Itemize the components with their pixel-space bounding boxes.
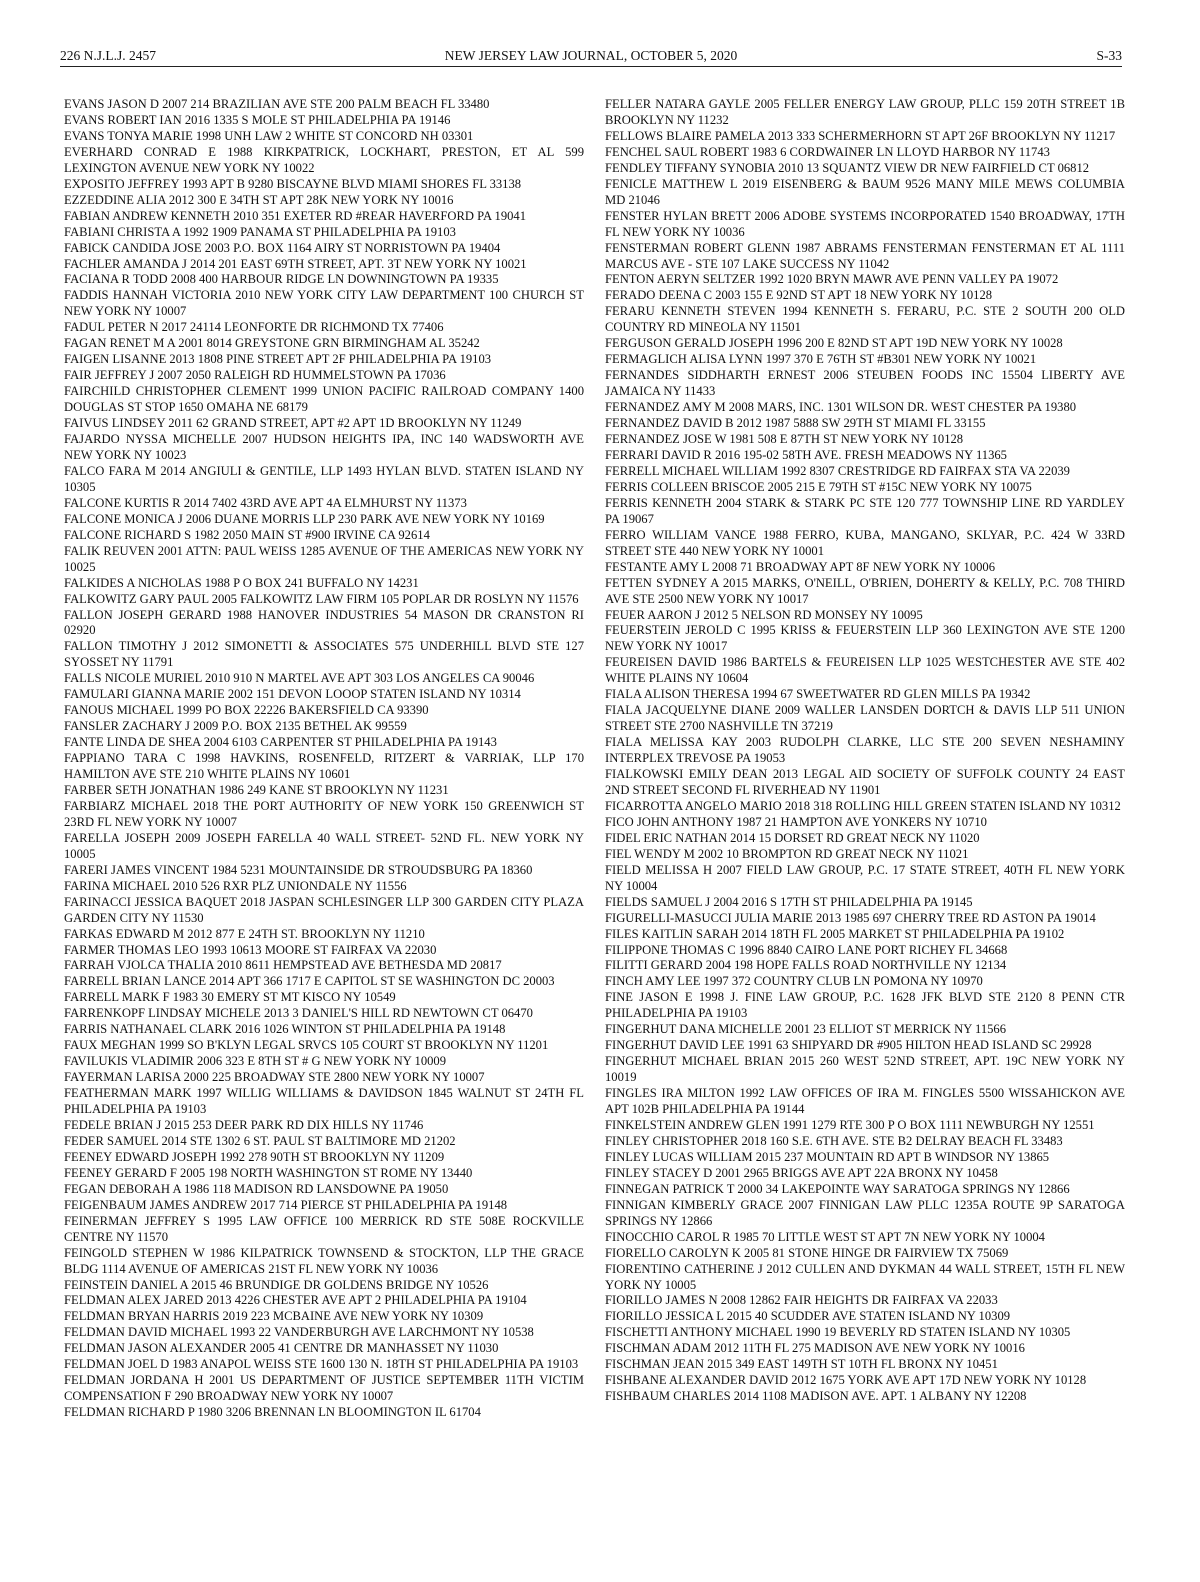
directory-entry: FERNANDEZ AMY M 2008 MARS, INC. 1301 WILSON DR. WEST CHESTER PA 19380: [605, 400, 1077, 415]
directory-entry: FELDMAN DAVID MICHAEL 1993 22 VANDERBURGH AVE LARCHMONT NY 10538: [64, 1325, 534, 1340]
page-citation: 226 N.J.L.J. 2457: [60, 48, 157, 63]
directory-entry: FINLEY LUCAS WILLIAM 2015 237 MOUNTAIN RD APT B WINDSOR NY 13865: [605, 1149, 1050, 1164]
directory-entry: FEDER SAMUEL 2014 STE 1302 6 ST. PAUL ST BALTIMORE MD 21202: [64, 1133, 456, 1148]
directory-entry: FARRAH VJOLCA THALIA 2010 8611 HEMPSTEAD AVE BETHESDA MD 20817: [64, 958, 502, 973]
directory-entry: FIORILLO JAMES N 2008 12862 FAIR HEIGHTS DR FAIRFAX VA 22033: [605, 1293, 998, 1308]
directory-entry: FERRIS COLLEEN BRISCOE 2005 215 E 79TH ST #15C NEW YORK NY 10075: [605, 479, 1032, 494]
directory-entry: FABICK CANDIDA JOSE 2003 P.O. BOX 1164 AIRY ST NORRISTOWN PA 19404: [64, 240, 501, 255]
directory-entry: FERRIS KENNETH 2004 STARK & STARK PC STE 120 777 TOWNSHIP LINE RD YARDLEY PA 19067: [605, 495, 1125, 526]
directory-entry: FELDMAN JORDANA H 2001 US DEPARTMENT OF JUSTICE SEPTEMBER 11TH VICTIM COMPENSATION F 290 BROADWAY NEW YORK NY 10007: [64, 1373, 584, 1404]
directory-entry: FARRIS NATHANAEL CLARK 2016 1026 WINTON ST PHILADELPHIA PA 19148: [64, 1022, 506, 1037]
directory-entry: FANOUS MICHAEL 1999 PO BOX 22226 BAKERSFIELD CA 93390: [64, 703, 429, 718]
directory-entry: FERRARI DAVID R 2016 195-02 58TH AVE. FRESH MEADOWS NY 11365: [605, 447, 1007, 462]
directory-entry: FILITTI GERARD 2004 198 HOPE FALLS ROAD NORTHVILLE NY 12134: [605, 958, 1007, 973]
directory-entry: FINOCCHIO CAROL R 1985 70 LITTLE WEST ST APT 7N NEW YORK NY 10004: [605, 1229, 1045, 1244]
directory-entry: FINGERHUT DANA MICHELLE 2001 23 ELLIOT ST MERRICK NY 11566: [605, 1022, 1007, 1037]
directory-entry: FIGURELLI-MASUCCI JULIA MARIE 2013 1985 697 CHERRY TREE RD ASTON PA 19014: [605, 910, 1096, 925]
directory-entry: FERGUSON GERALD JOSEPH 1996 200 E 82ND ST APT 19D NEW YORK NY 10028: [605, 336, 1063, 351]
directory-entry: FETTEN SYDNEY A 2015 MARKS, O'NEILL, O'BRIEN, DOHERTY & KELLY, P.C. 708 THIRD AVE STE 2500 NEW YORK NY 10017: [605, 575, 1125, 606]
directory-entry: EVANS TONYA MARIE 1998 UNH LAW 2 WHITE ST CONCORD NH 03301: [64, 128, 474, 143]
directory-entry: FAUX MEGHAN 1999 SO B'KLYN LEGAL SRVCS 105 COURT ST BROOKLYN NY 11201: [64, 1038, 549, 1053]
directory-entry: EZZEDDINE ALIA 2012 300 E 34TH ST APT 28K NEW YORK NY 10016: [64, 192, 454, 207]
directory-entry: FEDELE BRIAN J 2015 253 DEER PARK RD DIX HILLS NY 11746: [64, 1118, 424, 1132]
directory-entry: FILES KAITLIN SARAH 2014 18TH FL 2005 MARKET ST PHILADELPHIA PA 19102: [605, 926, 1065, 941]
directory-entry: FIORENTINO CATHERINE J 2012 CULLEN AND DYKMAN 44 WALL STREET, 15TH FL NEW YORK NY 10005: [605, 1261, 1125, 1292]
directory-entry: FACHLER AMANDA J 2014 201 EAST 69TH STREET, APT. 3T NEW YORK NY 10021: [64, 256, 527, 271]
directory-entry: EXPOSITO JEFFREY 1993 APT B 9280 BISCAYNE BLVD MIAMI SHORES FL 33138: [64, 176, 522, 191]
directory-entry: FALIK REUVEN 2001 ATTN: PAUL WEISS 1285 AVENUE OF THE AMERICAS NEW YORK NY 10025: [64, 543, 584, 574]
directory-entry: FELDMAN RICHARD P 1980 3206 BRENNAN LN BLOOMINGTON IL 61704: [64, 1405, 481, 1420]
directory-entry: FALCONE KURTIS R 2014 7402 43RD AVE APT 4A ELMHURST NY 11373: [64, 495, 467, 510]
directory-entry: FALKOWITZ GARY PAUL 2005 FALKOWITZ LAW FIRM 105 POPLAR DR ROSLYN NY 11576: [64, 591, 579, 606]
directory-entry: FIELDS SAMUEL J 2004 2016 S 17TH ST PHILADELPHIA PA 19145: [605, 894, 973, 909]
directory-entry: FARELLA JOSEPH 2009 JOSEPH FARELLA 40 WALL STREET- 52ND FL. NEW YORK NY 10005: [64, 830, 584, 861]
directory-entry: FARRELL MARK F 1983 30 EMERY ST MT KISCO NY 10549: [64, 990, 396, 1005]
directory-entry: FELDMAN BRYAN HARRIS 2019 223 MCBAINE AVE NEW YORK NY 10309: [64, 1309, 484, 1324]
directory-entry: FAIGEN LISANNE 2013 1808 PINE STREET APT 2F PHILADELPHIA PA 19103: [64, 352, 492, 367]
directory-entry: FALCONE RICHARD S 1982 2050 MAIN ST #900 IRVINE CA 92614: [64, 527, 430, 542]
directory-entry: FERMAGLICH ALISA LYNN 1997 370 E 76TH ST #B301 NEW YORK NY 10021: [605, 352, 1037, 367]
directory-entry: FINGERHUT DAVID LEE 1991 63 SHIPYARD DR #905 HILTON HEAD ISLAND SC 29928: [605, 1038, 1092, 1053]
directory-entry: FELLER NATARA GAYLE 2005 FELLER ENERGY LAW GROUP, PLLC 159 20TH STREET 1B BROOKLYN NY 11232: [605, 97, 1125, 127]
directory-entry: FAPPIANO TARA C 1998 HAVKINS, ROSENFELD, RITZERT & VARRIAK, LLP 170 HAMILTON AVE STE 210 WHITE PLAINS NY 10601: [64, 751, 584, 782]
directory-entry: FIORILLO JESSICA L 2015 40 SCUDDER AVE STATEN ISLAND NY 10309: [605, 1309, 1011, 1324]
right-column: [605, 97, 1125, 1405]
directory-entry: FIORELLO CAROLYN K 2005 81 STONE HINGE DR FAIRVIEW TX 75069: [605, 1245, 1009, 1260]
directory-entry: FENTON AERYN SELTZER 1992 1020 BRYN MAWR AVE PENN VALLEY PA 19072: [605, 272, 1059, 287]
directory-entry: FICARROTTA ANGELO MARIO 2018 318 ROLLING HILL GREEN STATEN ISLAND NY 10312: [605, 798, 1121, 813]
directory-entry: FERADO DEENA C 2003 155 E 92ND ST APT 18 NEW YORK NY 10128: [605, 288, 993, 303]
directory-entry: FEENEY GERARD F 2005 198 NORTH WASHINGTON ST ROME NY 13440: [64, 1165, 473, 1180]
directory-entry: FISCHETTI ANTHONY MICHAEL 1990 19 BEVERLY RD STATEN ISLAND NY 10305: [605, 1325, 1071, 1340]
directory-entry: FERRO WILLIAM VANCE 1988 FERRO, KUBA, MANGANO, SKLYAR, P.C. 424 W 33RD STREET STE 440 NEW YORK NY 10001: [605, 527, 1125, 558]
directory-entry: FISCHMAN JEAN 2015 349 EAST 149TH ST 10TH FL BRONX NY 10451: [605, 1357, 998, 1372]
directory-entry: FALKIDES A NICHOLAS 1988 P O BOX 241 BUFFALO NY 14231: [64, 575, 419, 590]
directory-entry: FEUREISEN DAVID 1986 BARTELS & FEUREISEN LLP 1025 WESTCHESTER AVE STE 402 WHITE PLAINS NY 10604: [605, 655, 1125, 686]
directory-entry: FEUER AARON J 2012 5 NELSON RD MONSEY NY 10095: [605, 607, 923, 622]
directory-entry: FAIR JEFFREY J 2007 2050 RALEIGH RD HUMMELSTOWN PA 17036: [64, 368, 446, 383]
directory-entry: FERARU KENNETH STEVEN 1994 KENNETH S. FERARU, P.C. STE 2 SOUTH 200 OLD COUNTRY RD MINEOLA NY 11501: [605, 304, 1125, 335]
directory-entry: FINGERHUT MICHAEL BRIAN 2015 260 WEST 52ND STREET, APT. 19C NEW YORK NY 10019: [605, 1054, 1125, 1085]
directory-entry: FISHBAUM CHARLES 2014 1108 MADISON AVE. APT. 1 ALBANY NY 12208: [605, 1389, 1027, 1404]
directory-entry: FALLS NICOLE MURIEL 2010 910 N MARTEL AVE APT 303 LOS ANGELES CA 90046: [64, 671, 535, 686]
directory-entry: FIEL WENDY M 2002 10 BROMPTON RD GREAT NECK NY 11021: [605, 846, 969, 861]
directory-entry: FARBIARZ MICHAEL 2018 THE PORT AUTHORITY OF NEW YORK 150 GREENWICH ST 23RD FL NEW YORK NY 10007: [64, 798, 584, 829]
directory-entry: FENICLE MATTHEW L 2019 EISENBERG & BAUM 9526 MANY MILE MEWS COLUMBIA MD 21046: [605, 176, 1125, 207]
directory-entry: FESTANTE AMY L 2008 71 BROADWAY APT 8F NEW YORK NY 10006: [605, 559, 996, 574]
directory-entry: EVERHARD CONRAD E 1988 KIRKPATRICK, LOCKHART, PRESTON, ET AL 599 LEXINGTON AVENUE NEW YORK NY 10022: [64, 144, 584, 175]
directory-entry: FANTE LINDA DE SHEA 2004 6103 CARPENTER ST PHILADELPHIA PA 19143: [64, 735, 497, 750]
directory-entry: FERNANDES SIDDHARTH ERNEST 2006 STEUBEN FOODS INC 15504 LIBERTY AVE JAMAICA NY 11433: [605, 368, 1125, 399]
directory-entry: FARBER SETH JONATHAN 1986 249 KANE ST BROOKLYN NY 11231: [64, 782, 449, 797]
directory-entry: FIALA ALISON THERESA 1994 67 SWEETWATER RD GLEN MILLS PA 19342: [605, 687, 1031, 702]
directory-entry: FALLON TIMOTHY J 2012 SIMONETTI & ASSOCIATES 575 UNDERHILL BLVD STE 127 SYOSSET NY 11791: [64, 639, 584, 670]
directory-entry: EVANS ROBERT IAN 2016 1335 S MOLE ST PHILADELPHIA PA 19146: [64, 112, 451, 127]
directory-entry: FERNANDEZ DAVID B 2012 1987 5888 SW 29TH ST MIAMI FL 33155: [605, 416, 986, 431]
directory-entry: FARRENKOPF LINDSAY MICHELE 2013 3 DANIEL'S HILL RD NEWTOWN CT 06470: [64, 1006, 533, 1021]
directory-entry: FINGLES IRA MILTON 1992 LAW OFFICES OF IRA M. FINGLES 5500 WISSAHICKON AVE APT 102B PHILADELPHIA PA 19144: [605, 1086, 1125, 1117]
directory-entry: FABIAN ANDREW KENNETH 2010 351 EXETER RD #REAR HAVERFORD PA 19041: [64, 208, 527, 223]
directory-entry: FIDEL ERIC NATHAN 2014 15 DORSET RD GREAT NECK NY 11020: [605, 830, 980, 845]
directory-entry: FINE JASON E 1998 J. FINE LAW GROUP, P.C. 1628 JFK BLVD STE 2120 8 PENN CTR PHILADELPHIA PA 19103: [605, 990, 1125, 1021]
page-number: S-33: [1096, 48, 1122, 63]
directory-entry: FANSLER ZACHARY J 2009 P.O. BOX 2135 BETHEL AK 99559: [64, 719, 407, 734]
directory-entry: FISCHMAN ADAM 2012 11TH FL 275 MADISON AVE NEW YORK NY 10016: [605, 1341, 1025, 1356]
directory-entry: FILIPPONE THOMAS C 1996 8840 CAIRO LANE PORT RICHEY FL 34668: [605, 942, 1008, 957]
page-header: [60, 44, 1122, 67]
directory-entry: FARKAS EDWARD M 2012 877 E 24TH ST. BROOKLYN NY 11210: [64, 926, 425, 941]
directory-entry: FALLON JOSEPH GERARD 1988 HANOVER INDUSTRIES 54 MASON DR CRANSTON RI 02920: [64, 607, 584, 638]
directory-entry: FAIRCHILD CHRISTOPHER CLEMENT 1999 UNION PACIFIC RAILROAD COMPANY 1400 DOUGLAS ST STOP 1650 OMAHA NE 68179: [64, 384, 584, 415]
directory-entry: FARMER THOMAS LEO 1993 10613 MOORE ST FAIRFAX VA 22030: [64, 942, 437, 957]
directory-entry: FINNIGAN KIMBERLY GRACE 2007 FINNIGAN LAW PLLC 1235A ROUTE 9P SARATOGA SPRINGS NY 12866: [605, 1197, 1125, 1228]
directory-entry: FIALA MELISSA KAY 2003 RUDOLPH CLARKE, LLC STE 200 SEVEN NESHAMINY INTERPLEX TREVOSE PA 19053: [605, 735, 1125, 766]
directory-entry: FISHBANE ALEXANDER DAVID 2012 1675 YORK AVE APT 17D NEW YORK NY 10128: [605, 1373, 1087, 1388]
directory-entry: FEGAN DEBORAH A 1986 118 MADISON RD LANSDOWNE PA 19050: [64, 1181, 449, 1196]
directory-entry: FAVILUKIS VLADIMIR 2006 323 E 8TH ST # G NEW YORK NY 10009: [64, 1054, 447, 1069]
directory-entry: FADDIS HANNAH VICTORIA 2010 NEW YORK CITY LAW DEPARTMENT 100 CHURCH ST NEW YORK NY 10007: [64, 288, 584, 319]
directory-entry: FEATHERMAN MARK 1997 WILLIG WILLIAMS & DAVIDSON 1845 WALNUT ST 24TH FL PHILADELPHIA PA 19103: [64, 1086, 584, 1117]
directory-entry: FAGAN RENET M A 2001 8014 GREYSTONE GRN BIRMINGHAM AL 35242: [64, 336, 480, 351]
directory-entry: FEENEY EDWARD JOSEPH 1992 278 90TH ST BROOKLYN NY 11209: [64, 1149, 445, 1164]
directory-entry: FINNEGAN PATRICK T 2000 34 LAKEPOINTE WAY SARATOGA SPRINGS NY 12866: [605, 1181, 1070, 1196]
directory-entry: FEINERMAN JEFFREY S 1995 LAW OFFICE 100 MERRICK RD STE 508E ROCKVILLE CENTRE NY 11570: [64, 1213, 584, 1244]
publication-title: NEW JERSEY LAW JOURNAL, OCTOBER 5, 2020: [444, 48, 738, 63]
directory-entry: FAIVUS LINDSEY 2011 62 GRAND STREET, APT #2 APT 1D BROOKLYN NY 11249: [64, 416, 522, 431]
directory-entry: FALCONE MONICA J 2006 DUANE MORRIS LLP 230 PARK AVE NEW YORK NY 10169: [64, 511, 545, 526]
directory-entry: FENCHEL SAUL ROBERT 1983 6 CORDWAINER LN LLOYD HARBOR NY 11743: [605, 144, 1050, 159]
directory-entry: EVANS JASON D 2007 214 BRAZILIAN AVE STE 200 PALM BEACH FL 33480: [64, 97, 490, 111]
directory-entry: FACIANA R TODD 2008 400 HARBOUR RIDGE LN DOWNINGTOWN PA 19335: [64, 272, 499, 287]
directory-entry: FELLOWS BLAIRE PAMELA 2013 333 SCHERMERHORN ST APT 26F BROOKLYN NY 11217: [605, 128, 1116, 143]
directory-entry: FARINA MICHAEL 2010 526 RXR PLZ UNIONDALE NY 11556: [64, 878, 407, 893]
directory-entry: FERNANDEZ JOSE W 1981 508 E 87TH ST NEW YORK NY 10128: [605, 432, 964, 447]
directory-entry: FICO JOHN ANTHONY 1987 21 HAMPTON AVE YONKERS NY 10710: [605, 814, 987, 829]
directory-entry: FEIGENBAUM JAMES ANDREW 2017 714 PIERCE ST PHILADELPHIA PA 19148: [64, 1197, 508, 1212]
directory-entry: FAYERMAN LARISA 2000 225 BROADWAY STE 2800 NEW YORK NY 10007: [64, 1070, 485, 1085]
directory-entry: FEINSTEIN DANIEL A 2015 46 BRUNDIGE DR GOLDENS BRIDGE NY 10526: [64, 1277, 489, 1292]
directory-entry: FELDMAN ALEX JARED 2013 4226 CHESTER AVE APT 2 PHILADELPHIA PA 19104: [64, 1293, 527, 1308]
directory-entry: FENDLEY TIFFANY SYNOBIA 2010 13 SQUANTZ VIEW DR NEW FAIRFIELD CT 06812: [605, 160, 1090, 175]
directory-entry: FALCO FARA M 2014 ANGIULI & GENTILE, LLP 1493 HYLAN BLVD. STATEN ISLAND NY 10305: [64, 463, 584, 494]
directory-entry: FABIANI CHRISTA A 1992 1909 PANAMA ST PHILADELPHIA PA 19103: [64, 224, 456, 239]
directory-entry: FADUL PETER N 2017 24114 LEONFORTE DR RICHMOND TX 77406: [64, 320, 444, 335]
directory-entry: FINKELSTEIN ANDREW GLEN 1991 1279 RTE 300 P O BOX 1111 NEWBURGH NY 12551: [605, 1118, 1095, 1132]
directory-entry: FARERI JAMES VINCENT 1984 5231 MOUNTAINSIDE DR STROUDSBURG PA 18360: [64, 862, 533, 877]
directory-entry: FEINGOLD STEPHEN W 1986 KILPATRICK TOWNSEND & STOCKTON, LLP THE GRACE BLDG 1114 AVENUE OF AMERICAS 21ST FL NEW YORK NY 10036: [64, 1245, 584, 1276]
directory-entry: FARINACCI JESSICA BAQUET 2018 JASPAN SCHLESINGER LLP 300 GARDEN CITY PLAZA GARDEN CITY NY 11530: [64, 894, 584, 925]
directory-entry: FENSTER HYLAN BRETT 2006 ADOBE SYSTEMS INCORPORATED 1540 BROADWAY, 17TH FL NEW YORK NY 10036: [605, 208, 1125, 239]
directory-entry: FELDMAN JOEL D 1983 ANAPOL WEISS STE 1600 130 N. 18TH ST PHILADELPHIA PA 19103: [64, 1357, 579, 1372]
directory-entry: FARRELL BRIAN LANCE 2014 APT 366 1717 E CAPITOL ST SE WASHINGTON DC 20003: [64, 974, 555, 989]
directory-entry: FAMULARI GIANNA MARIE 2002 151 DEVON LOOOP STATEN ISLAND NY 10314: [64, 687, 521, 702]
directory-entry: FIALKOWSKI EMILY DEAN 2013 LEGAL AID SOCIETY OF SUFFOLK COUNTY 24 EAST 2ND STREET SECOND FL RIVERHEAD NY 11901: [605, 767, 1125, 797]
directory-entry: FENSTERMAN ROBERT GLENN 1987 ABRAMS FENSTERMAN FENSTERMAN ET AL 1111 MARCUS AVE - STE 107 LAKE SUCCESS NY 11042: [605, 240, 1125, 271]
directory-entry: FINLEY STACEY D 2001 2965 BRIGGS AVE APT 22A BRONX NY 10458: [605, 1165, 998, 1180]
directory-entry: FINLEY CHRISTOPHER 2018 160 S.E. 6TH AVE. STE B2 DELRAY BEACH FL 33483: [605, 1133, 1063, 1148]
directory-entry: FINCH AMY LEE 1997 372 COUNTRY CLUB LN POMONA NY 10970: [605, 974, 983, 989]
directory-entry: FAJARDO NYSSA MICHELLE 2007 HUDSON HEIGHTS IPA, INC 140 WADSWORTH AVE NEW YORK NY 10023: [64, 432, 584, 462]
directory-entry: FELDMAN JASON ALEXANDER 2005 41 CENTRE DR MANHASSET NY 11030: [64, 1341, 499, 1356]
directory-entry: FIELD MELISSA H 2007 FIELD LAW GROUP, P.C. 17 STATE STREET, 40TH FL NEW YORK NY 10004: [605, 862, 1125, 893]
directory-entry: FEUERSTEIN JEROLD C 1995 KRISS & FEUERSTEIN LLP 360 LEXINGTON AVE STE 1200 NEW YORK NY 10017: [605, 623, 1125, 654]
directory-entry: FERRELL MICHAEL WILLIAM 1992 8307 CRESTRIDGE RD FAIRFAX STA VA 22039: [605, 463, 1070, 478]
directory-entry: FIALA JACQUELYNE DIANE 2009 WALLER LANSDEN DORTCH & DAVIS LLP 511 UNION STREET STE 2700 NASHVILLE TN 37219: [605, 703, 1125, 734]
left-column: [64, 97, 584, 1421]
